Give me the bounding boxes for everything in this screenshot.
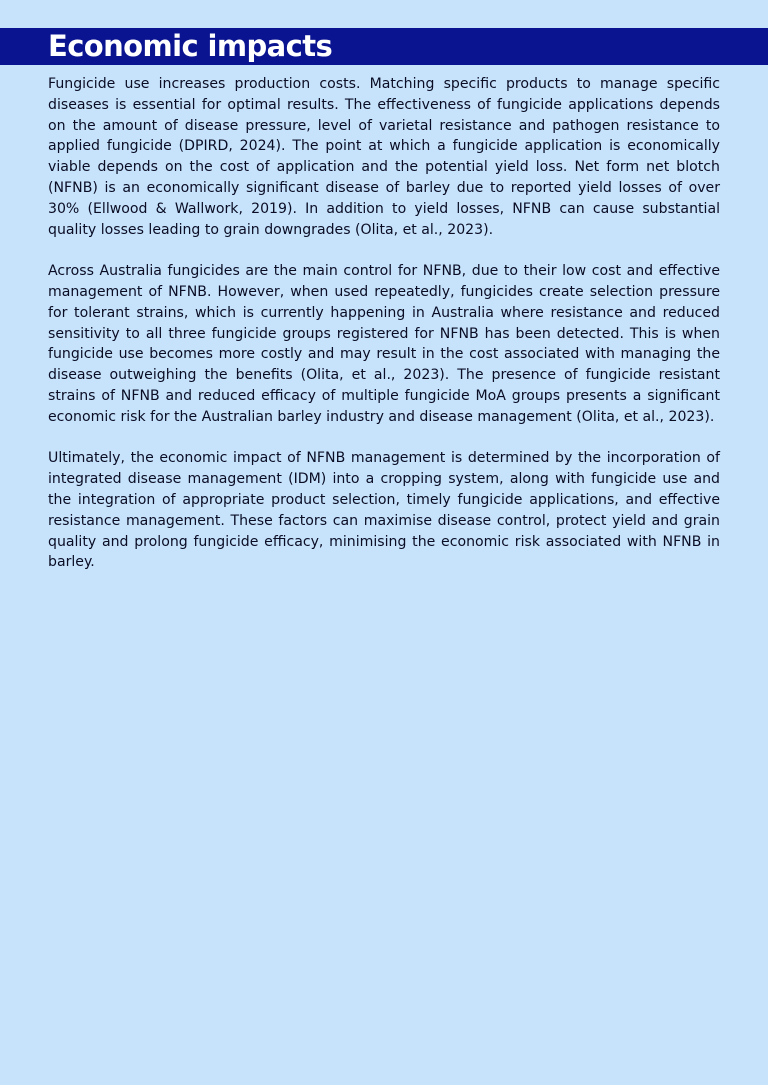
paragraph-production-costs: Fungicide use increases production costs. Matching specific products to manage specific diseases is essential for optimal results. The effectiveness of fungicide applications depends on the amount of disease pressure, level of varietal resistance and pathogen resistance to applied fungicide (DPIRD, 2024). The point at which a fungicide application is economically viable depends on the cost of application and the potential yield loss. Net form net blotch (NFNB) is an economically significant disease of barley due to reported yield losses of over 30% (Ellwood & Wallwork, 2019). In addition to yield losses, NFNB can cause substantial quality losses leading to grain downgrades (Olita, et al., 2023). (48, 76, 720, 238)
header-bar (0, 28, 768, 65)
paragraph-conclusion: Ultimately, the economic impact of NFNB management is determined by the incorporation of integrated disease management (IDM) into a cropping system, along with fungicide use and the integration of appropriate product selection, timely fungicide applications, and effective resistance management. These factors can maximise disease control, protect yield and grain quality and prolong fungicide efficacy, minimising the economic risk associated with NFNB in barley. (48, 450, 720, 571)
page-title: Economic impacts (48, 29, 333, 63)
paragraph-fungicide-resistance: Across Australia fungicides are the main control for NFNB, due to their low cost and effective management of NFNB. However, when used repeatedly, fungicides create selection pressure for tolerant strains, which is currently happening in Australia where resistance and reduced sensitivity to all three fungicide groups registered for NFNB has been detected. This is when fungicide use becomes more costly and may result in the cost associated with managing the disease outweighing the benefits (Olita, et al., 2023). The presence of fungicide resistant strains of NFNB and reduced efficacy of multiple fungicide MoA groups presents a significant economic risk for the Australian barley industry and disease management (Olita, et al., 2023). (48, 263, 720, 425)
body-text (48, 74, 720, 594)
